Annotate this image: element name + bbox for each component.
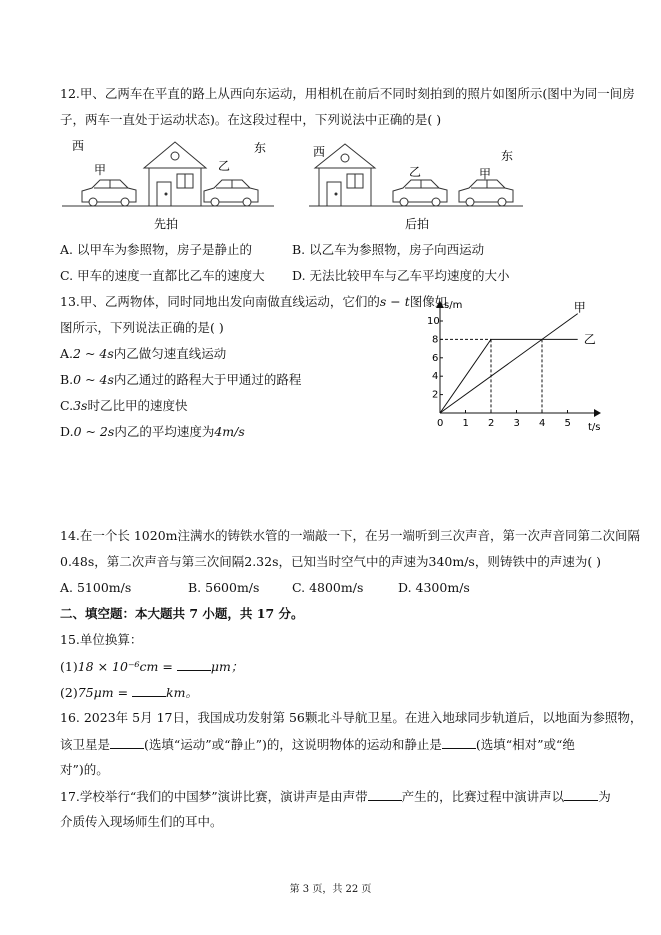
q15-item1 [60, 658, 243, 675]
q12-option-b: B. 以乙车为参照物，房子向西运动 [292, 242, 485, 257]
q12-option-c: C. 甲车的速度一直都比乙车的速度大 [60, 268, 265, 283]
y-tick-label: 6 [432, 352, 439, 364]
house-icon [144, 142, 206, 206]
label-car-a: 甲 [479, 167, 492, 181]
q17-line2: 介质传入现场师生们的耳中。 [60, 814, 223, 829]
caption-after: 后拍 [405, 217, 430, 231]
q16-text-b: (选填“运动”或“静止”)的，这说明物体的运动和静止是 [144, 737, 442, 752]
car-icon-a [82, 180, 136, 206]
option-text: 内乙的平均速度为 [114, 424, 215, 439]
answer-blank[interactable] [110, 736, 144, 749]
option-text: 时乙比甲的速度快 [87, 398, 188, 413]
label-car-b: 乙 [218, 159, 231, 173]
y-tick-label: 2 [432, 389, 439, 401]
x-tick-label: 3 [513, 418, 520, 429]
option-math: 2 ~ 4s [73, 346, 114, 361]
q17-text-b: 产生的，比赛过程中演讲声以 [401, 789, 565, 804]
label-east: 东 [254, 141, 267, 155]
q17-text-a: 17.学校举行“我们的中国梦”演讲比赛，演讲声是由声带 [60, 789, 368, 804]
q13-option-c [60, 398, 187, 414]
item-unit: μm； [210, 659, 244, 674]
q16-line1: 16. 2023年 5月 17日，我国成功发射第 56颗北斗导航卫星。在进入地球同步轨道后，以地面为参照物， [60, 710, 643, 725]
option-math: 0 ~ 4s [73, 372, 114, 387]
y-tick-label: 8 [432, 334, 439, 346]
y-tick-label: 10 [427, 316, 440, 327]
x-tick-label: 2 [488, 418, 495, 429]
item-math: 75μm = [77, 685, 133, 700]
item-number: (2) [60, 685, 78, 700]
q12-figure-after [305, 136, 527, 234]
item-math: 18 × 10⁻⁶cm = [77, 659, 177, 674]
q14-option-a: A. 5100m/s [60, 580, 132, 595]
q12-figure-before [58, 136, 278, 234]
q13-stem-line2: 图所示，下列说法正确的是( ) [60, 320, 224, 335]
st-graph [420, 296, 610, 438]
q13-stem-line1 [60, 294, 447, 310]
option-value: 4m/s [214, 424, 245, 439]
car-icon-b [204, 180, 258, 206]
answer-blank[interactable] [442, 736, 476, 749]
label-car-a: 甲 [94, 163, 107, 177]
option-math: 0 ~ 2s [73, 424, 115, 439]
q12-option-d: D. 无法比较甲车与乙车平均速度的大小 [292, 268, 510, 283]
item-unit: km。 [166, 685, 198, 700]
q12-stem-line2: 子，两车一直处于运动状态)。在这段过程中，下列说法中正确的是( ) [60, 112, 442, 127]
q14-option-d: D. 4300m/s [398, 580, 470, 595]
answer-blank[interactable] [368, 788, 402, 801]
caption-before: 先拍 [154, 217, 179, 231]
option-text: 内乙通过的路程大于甲通过的路程 [113, 372, 302, 387]
series-label: 甲 [573, 300, 586, 315]
section-heading: 二、填空题：本大题共 7 小题，共 17 分。 [60, 606, 304, 621]
q13-stem-math: s − t [379, 294, 410, 309]
q12-option-a: A. 以甲车为参照物，房子是静止的 [60, 242, 252, 257]
q17-line1 [60, 788, 611, 805]
x-tick-label: 4 [539, 418, 546, 429]
q17-text-c: 为 [598, 789, 611, 804]
q13-option-b [60, 372, 301, 388]
option-math: 3s [73, 398, 88, 413]
q15-item2 [60, 684, 198, 701]
q14-option-b: B. 5600m/s [188, 580, 260, 595]
x-tick-label: 5 [564, 418, 571, 429]
series-label: 乙 [583, 332, 596, 347]
option-text: 内乙做匀速直线运动 [113, 346, 227, 361]
answer-blank[interactable] [564, 788, 598, 801]
y-axis-label: s/m [444, 300, 463, 311]
q16-line2 [60, 736, 575, 753]
x-tick-label: 1 [462, 418, 469, 429]
q15-title: 15.单位换算： [60, 632, 143, 647]
q13-option-d [60, 424, 245, 440]
q12-stem-line1: 12.甲、乙两车在平直的路上从西向东运动，用相机在前后不同时刻拍到的照片如图所示(图中为同一间房 [60, 86, 635, 101]
q14-stem-line2: 0.48s，第二次声音与第三次间隔2.32s，已知当时空气中的声速为340m/s，则铸铁中的声速为( ) [60, 554, 602, 569]
car-icon-a [459, 180, 513, 206]
y-tick-label: 4 [432, 371, 439, 383]
q16-text-c: (选填“相对”或“绝 [475, 737, 575, 752]
q14-option-c: C. 4800m/s [292, 580, 364, 595]
series-line-1 [440, 314, 578, 413]
q13-option-a [60, 346, 226, 362]
answer-blank[interactable] [132, 684, 166, 697]
x-axis-label: t/s [588, 422, 601, 433]
label-west: 西 [313, 145, 326, 159]
label-east: 东 [501, 149, 514, 163]
label-car-b: 乙 [409, 165, 422, 179]
answer-blank[interactable] [177, 658, 211, 671]
page-footer: 第 3 页，共 22 页 [289, 884, 372, 895]
option-letter: B. [60, 372, 74, 387]
q14-stem-line1: 14.在一个长 1020m注满水的铸铁水管的一端敲一下，在另一端听到三次声音，第一次声音同第二次间隔 [60, 528, 641, 543]
q16-text-a: 该卫星是 [60, 737, 111, 752]
q13-stem-post: 图像如 [409, 294, 448, 309]
car-icon-b [393, 180, 447, 206]
option-letter: A. [60, 346, 74, 361]
option-letter: C. [60, 398, 74, 413]
q13-stem-pre: 13.甲、乙两物体，同时同地出发向南做直线运动，它们的 [60, 294, 380, 309]
x-tick-label: 0 [437, 418, 444, 429]
item-number: (1) [60, 659, 78, 674]
q16-line3: 对”)的。 [60, 762, 109, 777]
label-west: 西 [72, 139, 85, 153]
option-letter: D. [60, 424, 74, 439]
series-line-2 [440, 339, 578, 413]
